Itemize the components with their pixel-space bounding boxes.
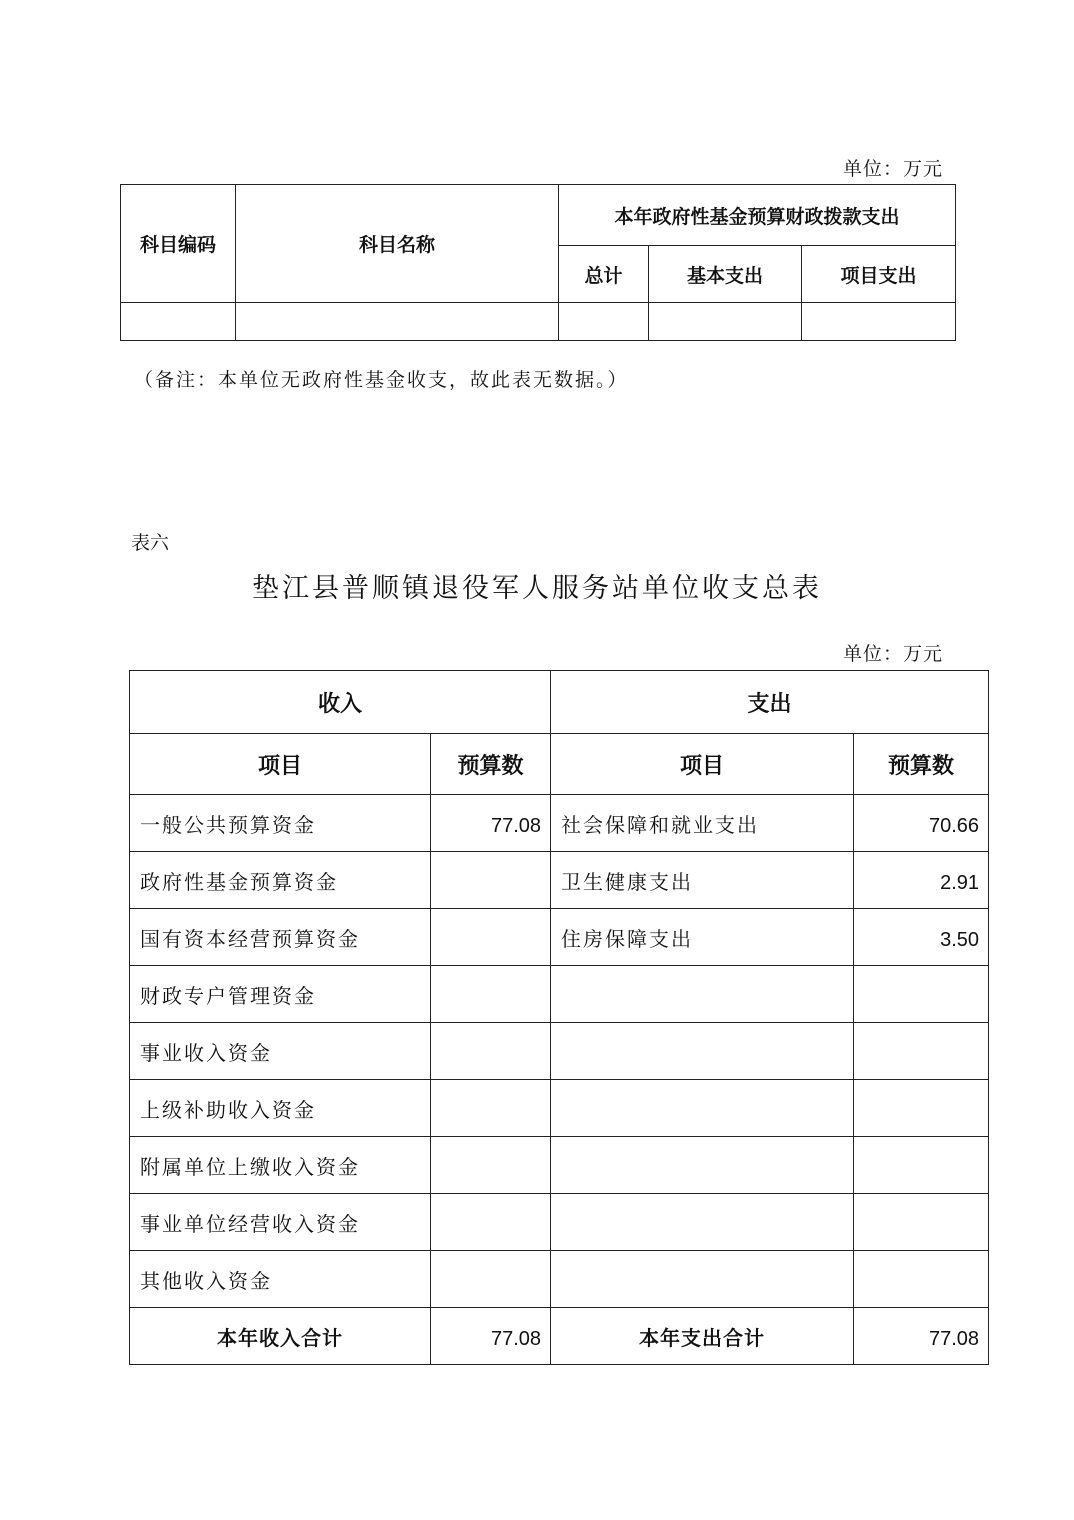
- expense-value: 2.91: [854, 852, 989, 909]
- table-row: [130, 1251, 989, 1308]
- total-row: [130, 1308, 989, 1365]
- cell: [649, 303, 802, 341]
- cell: [236, 303, 559, 341]
- expense-item: [551, 1137, 854, 1194]
- income-value: [431, 1137, 551, 1194]
- header-basic: 基本支出: [649, 246, 802, 303]
- table-row: [130, 966, 989, 1023]
- income-total-value: 77.08: [431, 1308, 551, 1365]
- expense-value: [854, 1194, 989, 1251]
- table-row: [130, 1137, 989, 1194]
- income-value: 77.08: [431, 795, 551, 852]
- header-name: 科目名称: [236, 185, 559, 303]
- header-project: 项目支出: [802, 246, 956, 303]
- col-budget: 预算数: [431, 734, 551, 795]
- table-row: [130, 1194, 989, 1251]
- income-item: 其他收入资金: [130, 1251, 431, 1308]
- income-total-label: 本年收入合计: [130, 1308, 431, 1365]
- income-item: 上级补助收入资金: [130, 1080, 431, 1137]
- income-value: [431, 1194, 551, 1251]
- income-item: 附属单位上缴收入资金: [130, 1137, 431, 1194]
- expense-total-label: 本年支出合计: [551, 1308, 854, 1365]
- expense-value: 3.50: [854, 909, 989, 966]
- income-value: [431, 852, 551, 909]
- expense-item: [551, 1194, 854, 1251]
- table5-unit: 单位：万元: [842, 158, 943, 180]
- expense-item: [551, 1080, 854, 1137]
- table6-label: 表六: [131, 532, 170, 554]
- expense-value: [854, 1251, 989, 1308]
- col-item: 项目: [130, 734, 431, 795]
- expense-item: [551, 1023, 854, 1080]
- income-value: [431, 1080, 551, 1137]
- expense-value: [854, 966, 989, 1023]
- header-code: 科目编码: [121, 185, 236, 303]
- table-row: [130, 1023, 989, 1080]
- expense-value: [854, 1023, 989, 1080]
- expense-value: [854, 1080, 989, 1137]
- table5: [120, 184, 956, 341]
- income-value: [431, 1023, 551, 1080]
- income-item: 国有资本经营预算资金: [130, 909, 431, 966]
- income-item: 事业单位经营收入资金: [130, 1194, 431, 1251]
- col-item: 项目: [551, 734, 854, 795]
- income-item: 政府性基金预算资金: [130, 852, 431, 909]
- expense-total-value: 77.08: [854, 1308, 989, 1365]
- table6: [129, 670, 989, 1365]
- table-row: [130, 909, 989, 966]
- cell: [802, 303, 956, 341]
- table-row: [130, 1080, 989, 1137]
- expense-value: 70.66: [854, 795, 989, 852]
- income-value: [431, 1251, 551, 1308]
- expense-value: [854, 1137, 989, 1194]
- expense-item: 卫生健康支出: [551, 852, 854, 909]
- expense-item: [551, 1251, 854, 1308]
- cell: [121, 303, 236, 341]
- income-item: 一般公共预算资金: [130, 795, 431, 852]
- expense-item: 住房保障支出: [551, 909, 854, 966]
- income-value: [431, 966, 551, 1023]
- col-budget: 预算数: [854, 734, 989, 795]
- table5-note: （备注：本单位无政府性基金收支，故此表无数据。）: [134, 369, 629, 391]
- page-title: 垫江县普顺镇退役军人服务站单位收支总表: [252, 573, 822, 604]
- expense-item: 社会保障和就业支出: [551, 795, 854, 852]
- income-item: 事业收入资金: [130, 1023, 431, 1080]
- header-total: 总计: [559, 246, 649, 303]
- income-header: 收入: [130, 671, 551, 734]
- table6-unit: 单位：万元: [842, 643, 943, 665]
- header-group: 本年政府性基金预算财政拨款支出: [559, 185, 956, 246]
- cell: [559, 303, 649, 341]
- income-value: [431, 909, 551, 966]
- table-row: [130, 795, 989, 852]
- expense-header: 支出: [551, 671, 989, 734]
- table-row: [121, 303, 956, 341]
- table-row: [130, 852, 989, 909]
- income-item: 财政专户管理资金: [130, 966, 431, 1023]
- expense-item: [551, 966, 854, 1023]
